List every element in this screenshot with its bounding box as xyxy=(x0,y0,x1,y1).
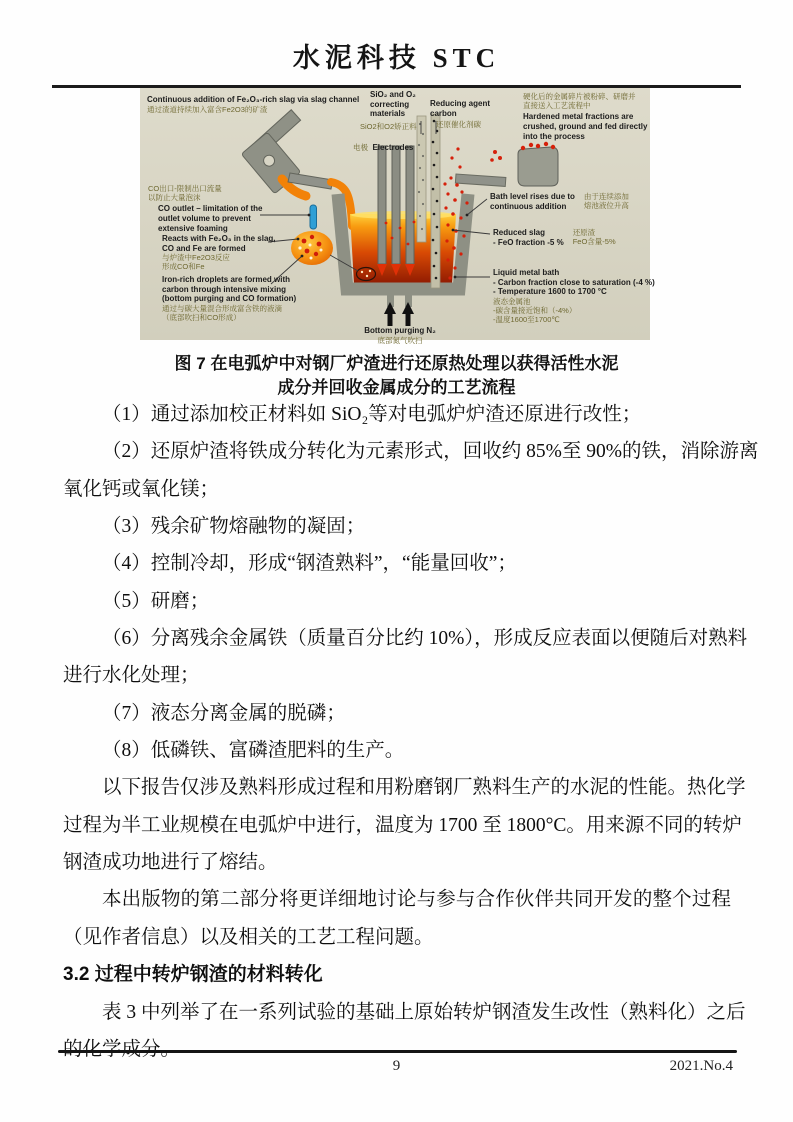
label-hardened-metal xyxy=(523,92,649,141)
body-line: （7）液态分离金属的脱磷； xyxy=(102,702,346,724)
label-bath-level xyxy=(490,192,629,211)
label-electrodes xyxy=(353,137,413,155)
label-reacts xyxy=(162,234,276,272)
label-reduced-zh2: FeO含量-5% xyxy=(572,237,616,247)
label-bath-zh2: 熔池液位升高 xyxy=(583,201,629,211)
co-outlet-pipe xyxy=(310,205,317,229)
label-droplets-en2: carbon through intensive mixing xyxy=(162,284,287,294)
journal-header-title: 水泥科技 STC xyxy=(292,43,501,73)
label-droplets-zh2: （底部吹扫和CO形成） xyxy=(162,312,241,322)
body-line: （6）分离残余金属铁（质量百分比约 10%），形成反应表面以便随后对熟料 xyxy=(102,628,748,650)
label-liquid-zh2: -碳含量接近饱和（-4%） xyxy=(493,305,577,315)
label-electrodes-zh: 电极 xyxy=(353,143,368,152)
label-reduced-slag xyxy=(493,228,616,247)
label-correcting-zh: SiO2和O2矫正料 xyxy=(360,121,417,131)
label-liquid-zh3: -温度1600至1700℃ xyxy=(493,315,560,325)
label-reacts-en1: Reacts with Fe₂O₃ in the slag, xyxy=(162,234,276,243)
body-line: （5）研磨； xyxy=(102,590,210,612)
body-line: （见作者信息）以及相关的工艺工程问题。 xyxy=(63,926,434,948)
correcting-material-column xyxy=(417,116,426,242)
body-line: （1）通过添加校正材料如 SiO₂等对电弧炉炉渣还原进行改性； xyxy=(102,404,642,425)
footer-issue-label: 2021.No.4 xyxy=(669,1058,733,1074)
figure-caption-line2: 成分并回收金属成分的工艺流程 xyxy=(277,378,516,397)
label-hardened-en2: crushed, ground and fed directly xyxy=(523,122,648,131)
label-co-outlet xyxy=(148,184,262,233)
label-bath-zh1: 由于连续添加 xyxy=(583,192,629,201)
label-droplets-zh1: 通过与碳大量混合形成富含铁的液滴 xyxy=(162,303,282,313)
label-correcting-en2: correcting xyxy=(370,99,410,109)
body-line: 表 3 中列举了在一系列试验的基础上原始转炉钢渣发生改性（熟料化）之后 xyxy=(102,1001,746,1023)
label-reacts-zh1: 与炉渣中Fe2O3反应 xyxy=(162,253,230,263)
label-hardened-zh2: 直接送入工艺流程中 xyxy=(523,101,591,111)
body-line: 过程为半工业规模在电弧炉中进行，温度为 1700 至 1800°C。用来源不同的转炉 xyxy=(63,814,742,836)
label-co-outlet-zh1: CO出口-限制出口流量 xyxy=(148,184,222,193)
label-correcting-en1: SiO₂ and O₂ xyxy=(370,90,416,99)
label-reducing-en1: Reducing agent xyxy=(430,99,491,108)
process-figure xyxy=(140,88,655,345)
label-droplets-en3: (bottom purging and CO formation) xyxy=(162,294,297,304)
label-slag-channel-zh: 通过渣道持续加入富含Fe2O3的矿渣 xyxy=(147,104,268,114)
label-liquid-metal xyxy=(493,268,655,324)
label-correcting-materials xyxy=(360,90,417,131)
footer-rule xyxy=(58,1050,737,1053)
body-line: 钢渣成功地进行了熔结。 xyxy=(63,852,278,874)
label-liquid-zh1: 液态金属池 xyxy=(493,296,531,306)
carbon-column xyxy=(431,114,440,288)
body-line: 本出版物的第二部分将更详细地讨论与参与合作伙伴共同开发的整个过程 xyxy=(102,889,731,911)
body-line: 氧化钙或氧化镁； xyxy=(63,478,220,500)
footer-page-number: 9 xyxy=(392,1058,401,1074)
electrodes xyxy=(377,146,415,276)
metal-block xyxy=(518,147,558,186)
label-hardened-zh1: 硬化后的金属碎片被粉碎、研磨并 xyxy=(523,92,636,101)
label-co-outlet-zh2: 以防止大量泡沫 xyxy=(148,193,201,203)
label-co-outlet-en1: CO outlet – limitation of the xyxy=(158,204,263,214)
label-co-outlet-en3: extensive foaming xyxy=(158,223,228,233)
body-line: （8）低磷铁、富磷渣肥料的生产。 xyxy=(102,740,405,762)
label-reduced-en1: Reduced slag xyxy=(493,228,546,237)
label-hardened-en3: into the process xyxy=(523,131,585,141)
section-heading: 3.2 过程中转炉钢渣的材料转化 xyxy=(63,964,323,986)
body-line: 以下报告仅涉及熟料形成过程和用粉磨钢厂熟料生产的水泥的性能。热化学 xyxy=(102,777,746,799)
label-bath-en1: Bath level rises due to xyxy=(490,192,575,201)
label-reducing-agent xyxy=(430,99,490,129)
body-line: （3）残余矿物熔融物的凝固； xyxy=(102,516,366,538)
body-line: 进行水化处理； xyxy=(63,665,200,687)
label-droplets-en1: Iron-rich droplets are formed with xyxy=(162,275,291,284)
label-hardened-en1: Hardened metal fractions are xyxy=(523,112,634,122)
label-co-outlet-en2: outlet volume to prevent xyxy=(158,214,251,223)
label-reacts-zh2: 形成CO和Fe xyxy=(162,262,205,272)
label-reducing-en2: carbon xyxy=(430,108,457,118)
label-slag-channel xyxy=(147,95,359,114)
label-reduced-zh1: 还原渣 xyxy=(572,228,596,237)
label-bath-en2: continuous addition xyxy=(490,201,567,211)
body-line: （4）控制冷却，形成“钢渣熟料”，“能量回收”； xyxy=(102,553,517,575)
label-electrodes-en: Electrodes xyxy=(372,143,414,152)
label-reduced-en2: - FeO fraction -5 % xyxy=(493,237,564,247)
label-bottom-purging xyxy=(340,326,460,345)
label-liquid-en1: Liquid metal bath xyxy=(493,268,560,277)
label-purging-zh: 底部氮气吹扫 xyxy=(377,335,423,345)
label-purging-en: Bottom purging N₂ xyxy=(364,326,436,335)
label-liquid-en2: - Carbon fraction close to saturation (-4 %) xyxy=(493,277,655,287)
label-reducing-zh: 还原催化剂碳 xyxy=(436,120,481,130)
label-reacts-en2: CO and Fe are formed xyxy=(162,243,246,253)
body-line: （2）还原炉渣将铁成分转化为元素形式，回收约 85%至 90%的铁，消除游离 xyxy=(102,441,759,463)
label-correcting-en3: materials xyxy=(370,109,406,119)
label-slag-channel-en: Continuous addition of Fe₂O₃-rich slag via slag channel xyxy=(147,95,360,104)
label-liquid-en3: - Temperature 1600 to 1700 °C xyxy=(493,287,607,297)
figure-caption-line1: 图 7 在电弧炉中对钢厂炉渣进行还原热处理以获得活性水泥 xyxy=(174,354,619,373)
label-iron-droplets xyxy=(162,275,296,322)
body-text xyxy=(63,396,759,1068)
